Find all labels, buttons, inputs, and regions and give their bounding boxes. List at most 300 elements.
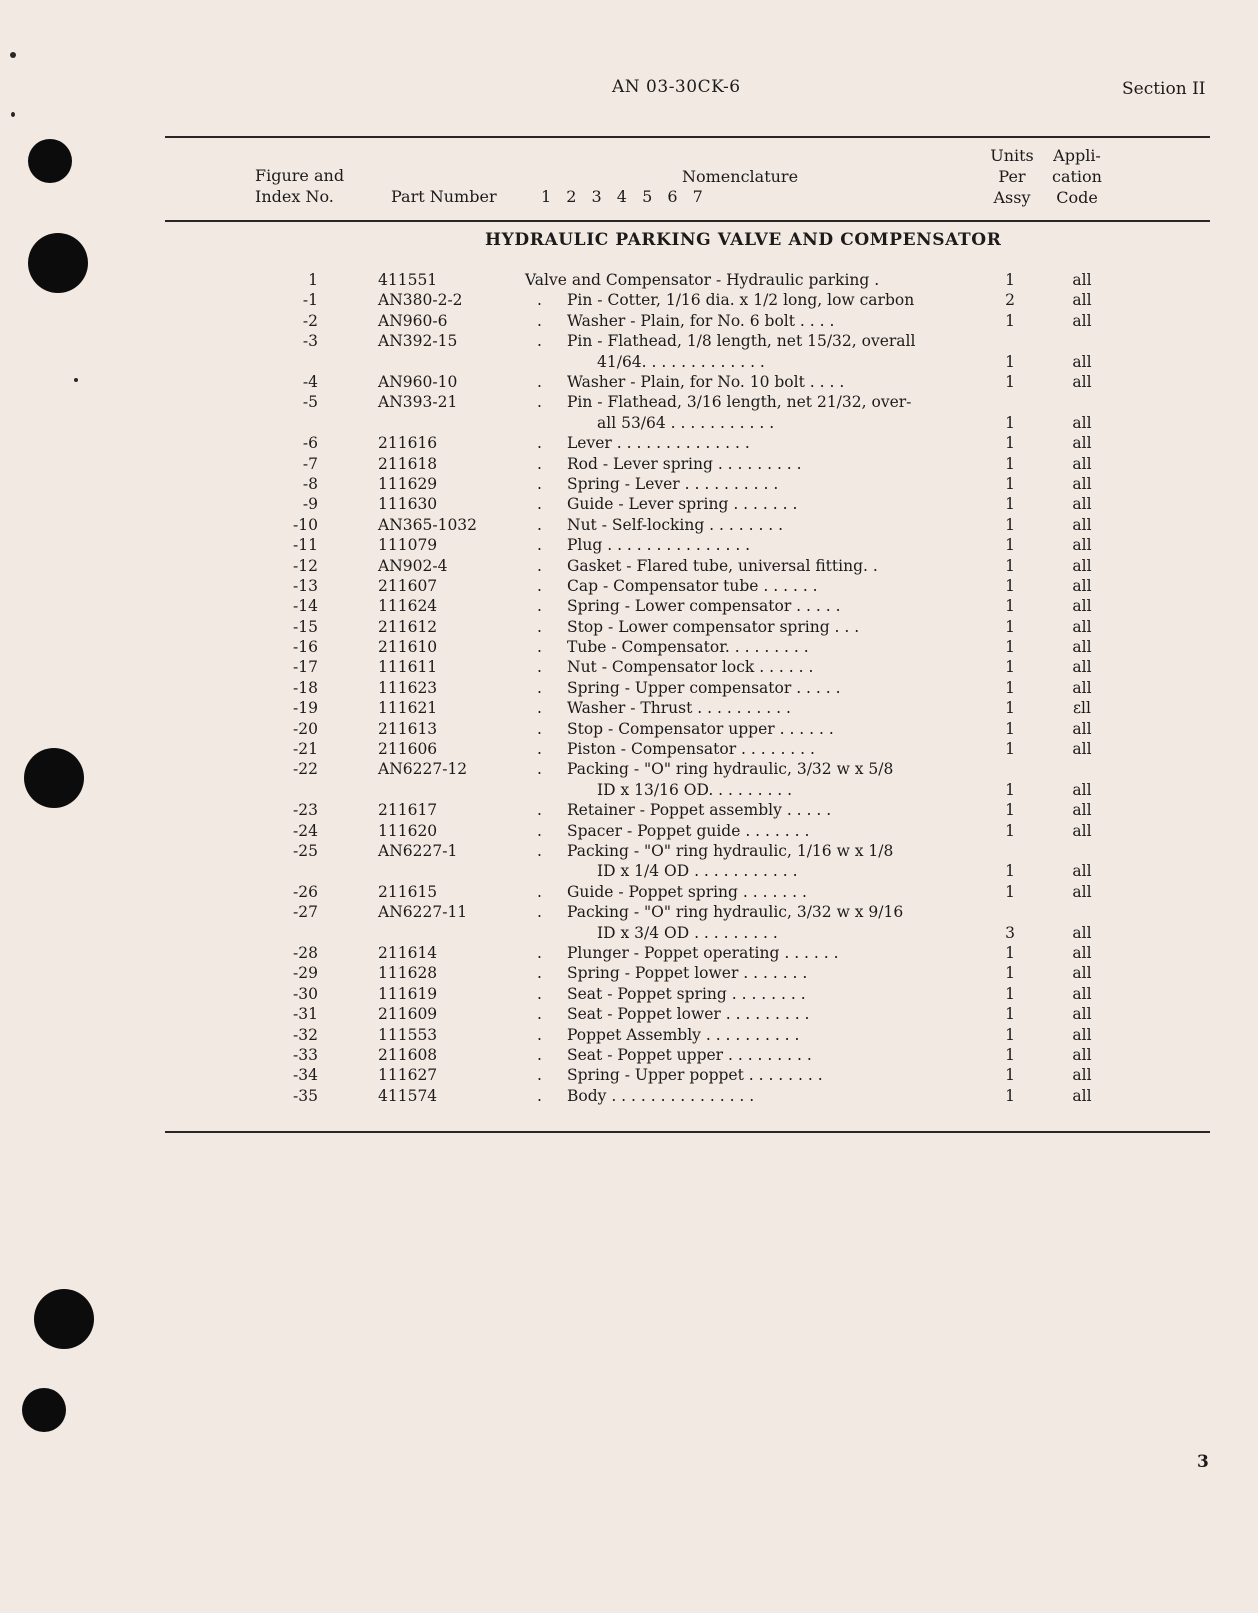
indent-marker: . (537, 597, 542, 616)
index-number: -5 (302, 393, 318, 412)
application-code: all (1072, 923, 1092, 942)
application-code: all (1072, 1045, 1092, 1064)
nomenclature (567, 678, 967, 698)
nomenclature (567, 963, 967, 983)
binder-hole-5 (22, 1388, 66, 1432)
index-number: -17 (293, 658, 318, 677)
table-row (0, 821, 1258, 841)
application-code: all (1072, 658, 1092, 677)
col-header-app-line3: Code (1056, 188, 1098, 207)
part-number: 111628 (378, 964, 438, 983)
index-number: -4 (302, 372, 318, 391)
part-number: 111079 (378, 536, 438, 555)
table-row (0, 759, 1258, 800)
part-number: 411574 (378, 1086, 438, 1105)
application-code: all (1072, 352, 1092, 371)
part-number: 211618 (378, 454, 438, 473)
table-row (0, 433, 1258, 453)
document-number: AN 03-30CK-6 (612, 77, 741, 97)
part-number: 111629 (378, 474, 438, 493)
part-number: 211613 (378, 719, 438, 738)
application-code: all (1072, 862, 1092, 881)
nomenclature-line: ID x 13/16 OD. . . . . . . . . (597, 780, 793, 799)
speck (11, 112, 15, 117)
nomenclature-line: Cap - Compensator tube . . . . . . (567, 576, 818, 595)
nomenclature (567, 596, 967, 616)
nomenclature (567, 882, 967, 902)
application-code: all (1072, 801, 1092, 820)
part-number: AN6227-12 (378, 760, 468, 779)
col-header-figure-line1: Figure and (255, 166, 345, 185)
application-code: all (1072, 474, 1092, 493)
indent-marker: . (537, 393, 542, 412)
units-per-assy: 1 (1005, 801, 1015, 820)
col-header-units (986, 145, 1038, 208)
indent-marker: . (537, 841, 542, 860)
col-header-units-line2: Per (998, 167, 1026, 186)
table-row (0, 494, 1258, 514)
application-code: all (1072, 576, 1092, 595)
nomenclature (567, 433, 967, 453)
part-number: AN6227-1 (378, 841, 458, 860)
index-number: -3 (302, 332, 318, 351)
nomenclature-line: Seat - Poppet lower . . . . . . . . . (567, 1005, 810, 1024)
part-number: 111620 (378, 821, 438, 840)
part-number: 111621 (378, 699, 438, 718)
table-row (0, 576, 1258, 596)
application-code: all (1072, 1086, 1092, 1105)
nomenclature (567, 372, 967, 392)
nomenclature-line: Stop - Lower compensator spring . . . (567, 617, 860, 636)
units-per-assy: 1 (1005, 474, 1015, 493)
units-per-assy: 1 (1005, 984, 1015, 1003)
units-per-assy: 1 (1005, 780, 1015, 799)
index-number: -19 (293, 699, 318, 718)
indent-marker: . (537, 984, 542, 1003)
nomenclature-line: Poppet Assembly . . . . . . . . . . (567, 1025, 800, 1044)
units-per-assy: 1 (1005, 658, 1015, 677)
units-per-assy: 1 (1005, 372, 1015, 391)
table-row (0, 290, 1258, 310)
units-per-assy: 1 (1005, 556, 1015, 575)
part-number: 111623 (378, 678, 438, 697)
units-per-assy: 1 (1005, 1086, 1015, 1105)
nomenclature (567, 454, 967, 474)
index-number: -21 (293, 740, 318, 759)
nomenclature-line: Spacer - Poppet guide . . . . . . . (567, 821, 810, 840)
index-number: -7 (302, 454, 318, 473)
binder-hole-4 (34, 1289, 94, 1349)
parts-list (0, 270, 1258, 1106)
application-code: all (1072, 780, 1092, 799)
col-header-figure-line2: Index No. (255, 187, 334, 206)
units-per-assy: 1 (1005, 434, 1015, 453)
index-number: -28 (293, 943, 318, 962)
col-header-app-line1: Appli- (1053, 146, 1101, 165)
table-row (0, 841, 1258, 882)
application-code: all (1072, 617, 1092, 636)
nomenclature (567, 1004, 967, 1024)
col-header-part-number: Part Number (391, 187, 497, 206)
part-number: 211616 (378, 434, 438, 453)
index-number: -34 (293, 1066, 318, 1085)
table-row (0, 1086, 1258, 1106)
nomenclature (567, 698, 967, 718)
indent-marker: . (537, 515, 542, 534)
indent-marker: . (537, 801, 542, 820)
header-rule (165, 220, 1210, 222)
table-row (0, 311, 1258, 331)
indent-marker: . (537, 964, 542, 983)
bottom-rule (165, 1131, 1210, 1133)
part-number: AN380-2-2 (378, 291, 463, 310)
units-per-assy: 1 (1005, 597, 1015, 616)
nomenclature-line: Nut - Compensator lock . . . . . . (567, 658, 814, 677)
index-number: -35 (293, 1086, 318, 1105)
nomenclature-line: Nut - Self-locking . . . . . . . . (567, 515, 784, 534)
table-row (0, 800, 1258, 820)
index-number: -10 (293, 515, 318, 534)
nomenclature-line: Pin - Cotter, 1/16 dia. x 1/2 long, low carbon (567, 291, 915, 310)
units-per-assy: 1 (1005, 862, 1015, 881)
units-per-assy: 1 (1005, 311, 1015, 330)
application-code: all (1072, 821, 1092, 840)
nomenclature-line: Spring - Upper compensator . . . . . (567, 678, 841, 697)
index-number: -26 (293, 882, 318, 901)
indent-marker: . (537, 678, 542, 697)
application-code: all (1072, 495, 1092, 514)
nomenclature-line: all 53/64 . . . . . . . . . . . (597, 413, 775, 432)
indent-marker: . (537, 760, 542, 779)
nomenclature (567, 1086, 967, 1106)
nomenclature (567, 759, 967, 800)
nomenclature-line: 41/64. . . . . . . . . . . . . (597, 352, 765, 371)
application-code: all (1072, 597, 1092, 616)
part-number: 211610 (378, 638, 438, 657)
table-row (0, 556, 1258, 576)
application-code: εll (1073, 699, 1091, 718)
part-number: 211609 (378, 1005, 438, 1024)
nomenclature-line: Packing - "O" ring hydraulic, 3/32 w x 9/16 (567, 903, 904, 922)
col-header-units-line3: Assy (993, 188, 1031, 207)
application-code: all (1072, 556, 1092, 575)
nomenclature-line: Spring - Lever . . . . . . . . . . (567, 474, 779, 493)
nomenclature-line: Washer - Plain, for No. 6 bolt . . . . (567, 311, 835, 330)
section-title: HYDRAULIC PARKING VALVE AND COMPENSATOR (485, 230, 1002, 250)
units-per-assy: 1 (1005, 515, 1015, 534)
units-per-assy: 1 (1005, 576, 1015, 595)
indent-marker: . (537, 372, 542, 391)
indent-marker: . (537, 1045, 542, 1064)
units-per-assy: 1 (1005, 719, 1015, 738)
nomenclature-line: Tube - Compensator. . . . . . . . . (567, 638, 809, 657)
index-number: -11 (293, 536, 318, 555)
nomenclature (567, 311, 967, 331)
nomenclature (567, 984, 967, 1004)
nomenclature-line: Retainer - Poppet assembly . . . . . (567, 801, 832, 820)
page-number: 3 (1197, 1452, 1209, 1472)
indent-marker: . (537, 658, 542, 677)
application-code: all (1072, 943, 1092, 962)
table-row (0, 596, 1258, 616)
indent-marker: . (537, 291, 542, 310)
table-row (0, 657, 1258, 677)
indent-marker: . (537, 576, 542, 595)
nomenclature (567, 739, 967, 759)
nomenclature (567, 392, 967, 433)
binder-hole-1 (28, 139, 72, 183)
nomenclature (567, 1025, 967, 1045)
application-code: all (1072, 1005, 1092, 1024)
indent-marker: . (537, 332, 542, 351)
application-code: all (1072, 454, 1092, 473)
table-row (0, 882, 1258, 902)
index-number: -24 (293, 821, 318, 840)
index-number: -29 (293, 964, 318, 983)
part-number: AN393-21 (378, 393, 458, 412)
application-code: all (1072, 434, 1092, 453)
part-number: 111627 (378, 1066, 438, 1085)
application-code: all (1072, 740, 1092, 759)
part-number: AN960-6 (378, 311, 448, 330)
nomenclature (567, 474, 967, 494)
index-number: -32 (293, 1025, 318, 1044)
table-row (0, 617, 1258, 637)
table-row (0, 392, 1258, 433)
index-number: -8 (302, 474, 318, 493)
table-row (0, 454, 1258, 474)
indent-marker: . (537, 617, 542, 636)
nomenclature-line: Spring - Upper poppet . . . . . . . . (567, 1066, 823, 1085)
nomenclature-line: Seat - Poppet spring . . . . . . . . (567, 984, 806, 1003)
indent-marker: . (537, 821, 542, 840)
nomenclature-line: Guide - Lever spring . . . . . . . (567, 495, 798, 514)
nomenclature-line: Pin - Flathead, 1/8 length, net 15/32, overall (567, 332, 916, 351)
index-number: -25 (293, 841, 318, 860)
application-code: all (1072, 413, 1092, 432)
indent-marker: . (537, 474, 542, 493)
table-row (0, 739, 1258, 759)
index-number: -12 (293, 556, 318, 575)
units-per-assy: 1 (1005, 638, 1015, 657)
application-code: all (1072, 311, 1092, 330)
units-per-assy: 1 (1005, 1066, 1015, 1085)
index-number: -2 (302, 311, 318, 330)
nomenclature (567, 576, 967, 596)
nomenclature (567, 1045, 967, 1065)
nomenclature-line: Body . . . . . . . . . . . . . . . (567, 1086, 755, 1105)
table-row (0, 270, 1258, 290)
nomenclature-line: Plug . . . . . . . . . . . . . . . (567, 536, 751, 555)
indent-marker: . (537, 943, 542, 962)
nomenclature (567, 821, 967, 841)
indent-marker: . (537, 454, 542, 473)
units-per-assy: 1 (1005, 882, 1015, 901)
application-code: all (1072, 515, 1092, 534)
nomenclature (567, 556, 967, 576)
application-code: all (1072, 882, 1092, 901)
index-number: -13 (293, 576, 318, 595)
index-number: -16 (293, 638, 318, 657)
units-per-assy: 1 (1005, 678, 1015, 697)
nomenclature (567, 617, 967, 637)
part-number: 211615 (378, 882, 438, 901)
units-per-assy: 1 (1005, 271, 1015, 289)
part-number: 111624 (378, 597, 438, 616)
nomenclature-line: Lever . . . . . . . . . . . . . . (567, 434, 750, 453)
part-number: 111630 (378, 495, 438, 514)
units-per-assy: 1 (1005, 1005, 1015, 1024)
part-number: 211606 (378, 740, 438, 759)
index-number: -33 (293, 1045, 318, 1064)
col-header-nomenclature: Nomenclature (682, 167, 799, 186)
col-header-figure (255, 165, 344, 207)
units-per-assy: 3 (1005, 923, 1015, 942)
table-row (0, 331, 1258, 372)
units-per-assy: 1 (1005, 495, 1015, 514)
nomenclature-line: Washer - Plain, for No. 10 bolt . . . . (567, 372, 845, 391)
application-code: all (1072, 372, 1092, 391)
part-number: AN6227-11 (378, 903, 468, 922)
index-number: 1 (308, 271, 318, 289)
table-row (0, 515, 1258, 535)
table-row (0, 984, 1258, 1004)
part-number: 211614 (378, 943, 438, 962)
index-number: -14 (293, 597, 318, 616)
nomenclature-line: Packing - "O" ring hydraulic, 3/32 w x 5/8 (567, 760, 894, 779)
nomenclature-line: Valve and Compensator - Hydraulic parking . (525, 271, 880, 289)
nomenclature-line: ID x 3/4 OD . . . . . . . . . (597, 923, 778, 942)
indent-marker: . (537, 699, 542, 718)
application-code: all (1072, 964, 1092, 983)
part-number: 211617 (378, 801, 438, 820)
part-number: AN960-10 (378, 372, 458, 391)
section-label: Section II (1122, 79, 1206, 99)
table-row (0, 678, 1258, 698)
table-row (0, 719, 1258, 739)
col-header-application (1042, 145, 1112, 208)
nomenclature (567, 535, 967, 555)
nomenclature-line: Packing - "O" ring hydraulic, 1/16 w x 1/8 (567, 841, 894, 860)
nomenclature (567, 331, 967, 372)
indent-marker: . (537, 311, 542, 330)
units-per-assy: 1 (1005, 943, 1015, 962)
col-header-indent-levels: 1 2 3 4 5 6 7 (541, 187, 708, 206)
indent-marker: . (537, 1066, 542, 1085)
nomenclature-line: Rod - Lever spring . . . . . . . . . (567, 454, 802, 473)
top-rule (165, 136, 1210, 138)
index-number: -30 (293, 984, 318, 1003)
nomenclature (567, 902, 967, 943)
table-row (0, 1065, 1258, 1085)
application-code: all (1072, 291, 1092, 310)
application-code: all (1072, 638, 1092, 657)
table-row (0, 963, 1258, 983)
index-number: -23 (293, 801, 318, 820)
units-per-assy: 1 (1005, 699, 1015, 718)
part-number: 211608 (378, 1045, 438, 1064)
part-number: 211612 (378, 617, 438, 636)
nomenclature (567, 800, 967, 820)
indent-marker: . (537, 536, 542, 555)
nomenclature-line: Guide - Poppet spring . . . . . . . (567, 882, 807, 901)
units-per-assy: 1 (1005, 821, 1015, 840)
units-per-assy: 1 (1005, 1025, 1015, 1044)
table-row (0, 1045, 1258, 1065)
part-number: 211607 (378, 576, 438, 595)
part-number: AN902-4 (378, 556, 448, 575)
nomenclature-line: Gasket - Flared tube, universal fitting. . (567, 556, 878, 575)
table-row (0, 1004, 1258, 1024)
units-per-assy: 1 (1005, 454, 1015, 473)
index-number: -31 (293, 1005, 318, 1024)
nomenclature (525, 270, 925, 290)
units-per-assy: 1 (1005, 740, 1015, 759)
units-per-assy: 2 (1005, 291, 1015, 310)
units-per-assy: 1 (1005, 617, 1015, 636)
indent-marker: . (537, 638, 542, 657)
indent-marker: . (537, 1005, 542, 1024)
nomenclature (567, 494, 967, 514)
nomenclature-line: Spring - Poppet lower . . . . . . . (567, 964, 808, 983)
nomenclature-line: Washer - Thrust . . . . . . . . . . (567, 699, 791, 718)
indent-marker: . (537, 903, 542, 922)
index-number: -27 (293, 903, 318, 922)
table-row (0, 637, 1258, 657)
nomenclature (567, 841, 967, 882)
part-number: 111553 (378, 1025, 438, 1044)
indent-marker: . (537, 434, 542, 453)
units-per-assy: 1 (1005, 413, 1015, 432)
index-number: -18 (293, 678, 318, 697)
nomenclature-line: Seat - Poppet upper . . . . . . . . . (567, 1045, 812, 1064)
nomenclature-line: Plunger - Poppet operating . . . . . . (567, 943, 839, 962)
col-header-units-line1: Units (990, 146, 1034, 165)
indent-marker: . (537, 1025, 542, 1044)
speck (10, 52, 16, 58)
nomenclature-line: ID x 1/4 OD . . . . . . . . . . . (597, 862, 798, 881)
table-row (0, 943, 1258, 963)
units-per-assy: 1 (1005, 1045, 1015, 1064)
indent-marker: . (537, 495, 542, 514)
nomenclature (567, 719, 967, 739)
nomenclature (567, 943, 967, 963)
col-header-app-line2: cation (1052, 167, 1102, 186)
part-number: 111619 (378, 984, 438, 1003)
table-row (0, 902, 1258, 943)
index-number: -1 (302, 291, 318, 310)
application-code: all (1072, 1025, 1092, 1044)
application-code: all (1072, 536, 1092, 555)
indent-marker: . (537, 1086, 542, 1105)
nomenclature-line: Stop - Compensator upper . . . . . . (567, 719, 834, 738)
units-per-assy: 1 (1005, 964, 1015, 983)
units-per-assy: 1 (1005, 536, 1015, 555)
application-code: all (1072, 719, 1092, 738)
index-number: -9 (302, 495, 318, 514)
nomenclature (567, 637, 967, 657)
application-code: all (1072, 1066, 1092, 1085)
nomenclature-line: Pin - Flathead, 3/16 length, net 21/32, over- (567, 393, 912, 412)
table-row (0, 474, 1258, 494)
table-row (0, 1025, 1258, 1045)
indent-marker: . (537, 740, 542, 759)
nomenclature-line: Spring - Lower compensator . . . . . (567, 597, 841, 616)
table-row (0, 372, 1258, 392)
nomenclature-line: Piston - Compensator . . . . . . . . (567, 740, 815, 759)
units-per-assy: 1 (1005, 352, 1015, 371)
index-number: -22 (293, 760, 318, 779)
